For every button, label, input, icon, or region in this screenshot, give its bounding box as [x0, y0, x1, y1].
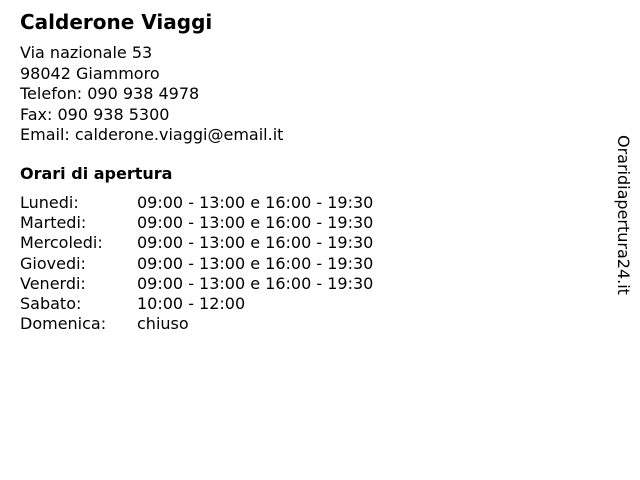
- hours-row-wednesday: [20, 233, 373, 253]
- hours-row-saturday: [20, 294, 373, 314]
- hours-row-tuesday: [20, 213, 373, 233]
- time-value: 09:00 - 13:00 e 16:00 - 19:30: [137, 273, 374, 293]
- day-label: Martedi:: [20, 213, 87, 233]
- contact-block: [20, 43, 283, 146]
- hours-row-friday: [20, 274, 373, 294]
- site-watermark: Oraridiapertura24.it: [614, 135, 633, 295]
- day-label: Domenica:: [20, 314, 107, 334]
- day-label: Mercoledi:: [20, 233, 103, 253]
- opening-hours-table: [20, 193, 373, 334]
- time-value: 09:00 - 13:00 e 16:00 - 19:30: [137, 193, 374, 212]
- hours-row-monday: [20, 193, 373, 213]
- opening-hours-heading: Orari di apertura: [20, 164, 173, 183]
- fax-number: Fax: 090 938 5300: [20, 104, 170, 124]
- phone-number: Telefon: 090 938 4978: [20, 84, 200, 103]
- email-address: Email: calderone.viaggi@email.it: [20, 125, 284, 144]
- day-label: Giovedi:: [20, 253, 86, 273]
- time-value: 09:00 - 13:00 e 16:00 - 19:30: [137, 233, 374, 253]
- time-value: 10:00 - 12:00: [137, 294, 246, 314]
- business-name: Calderone Viaggi: [20, 10, 213, 34]
- address-street: Via nazionale 53: [20, 43, 153, 62]
- hours-row-sunday: [20, 314, 373, 334]
- day-label: Venerdi:: [20, 273, 86, 293]
- time-value: chiuso: [137, 314, 189, 334]
- day-label: Sabato:: [20, 294, 82, 314]
- time-value: 09:00 - 13:00 e 16:00 - 19:30: [137, 213, 374, 233]
- hours-row-thursday: [20, 254, 373, 274]
- day-label: Lunedi:: [20, 193, 79, 212]
- time-value: 09:00 - 13:00 e 16:00 - 19:30: [137, 253, 374, 273]
- address-city: 98042 Giammoro: [20, 63, 160, 83]
